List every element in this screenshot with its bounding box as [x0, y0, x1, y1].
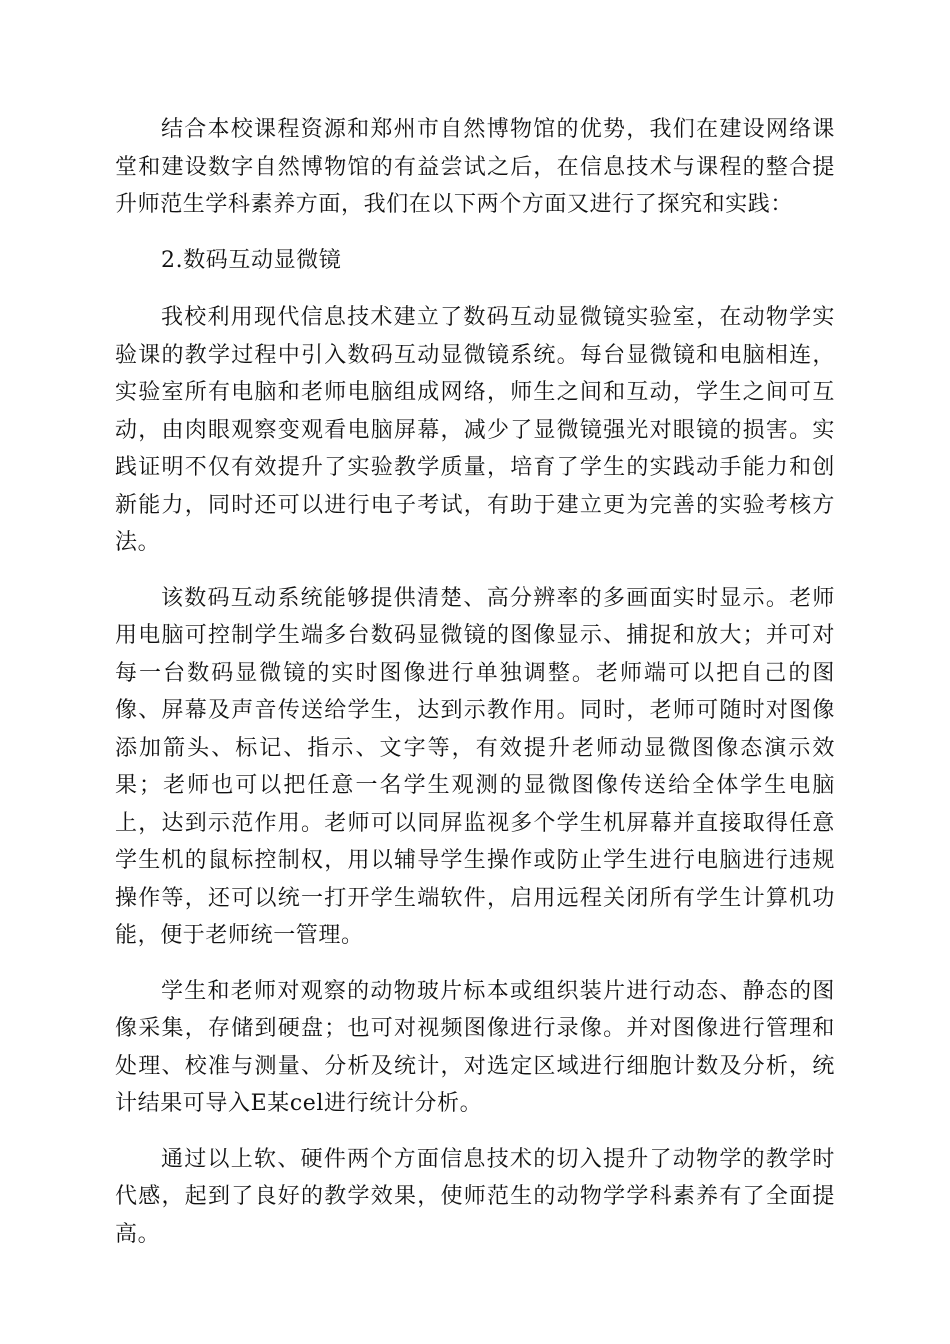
paragraph-conclusion: 通过以上软、硬件两个方面信息技术的切入提升了动物学的教学时代感，起到了良好的教学效果，使师范生的动物学学科素养有了全面提高。 [115, 1146, 835, 1247]
paragraph-intro: 结合本校课程资源和郑州市自然博物馆的优势，我们在建设网络课堂和建设数字自然博物馆的有益尝试之后，在信息技术与课程的整合提升师范生学科素养方面，我们在以下两个方面又进行了探究和实践： [115, 117, 835, 217]
paragraph-system: 该数码互动系统能够提供清楚、高分辨率的多画面实时显示。老师用电脑可控制学生端多台数码显微镜的图像显示、捕捉和放大；并可对每一台数码显微镜的实时图像进行单独调整。老师端可以把自己的图像、屏幕及声音传送给学生，达到示教作用。同时，老师可随时对图像添加箭头、标记、指示、文字等，有效提升老师动显微图像态演示效果；老师也可以把任意一名学生观测的显微图像传送给全体学生电脑上，达到示范作用。老师可以同屏监视多个学生机屏幕并直接取得任意学生机的鼠标控制权，用以辅导学生操作或防止学生进行电脑进行违规操作等，还可以统一打开学生端软件，启用远程关闭所有学生计算机功能，便于老师统一管理。 [115, 585, 835, 948]
document-body [115, 111, 835, 1271]
paragraph-lab: 我校利用现代信息技术建立了数码互动显微镜实验室，在动物学实验课的教学过程中引入数码互动显微镜系统。每台显微镜和电脑相连，实验室所有电脑和老师电脑组成网络，师生之间和互动，学生之间可互动，由肉眼观察变观看电脑屏幕，减少了显微镜强光对眼镜的损害。实践证明不仅有效提升了实验教学质量，培育了学生的实践动手能力和创新能力，同时还可以进行电子考试，有助于建立更为完善的实验考核方法。 [115, 305, 835, 555]
section-heading: 2.数码互动显微镜 [161, 247, 342, 273]
paragraph-image-capture: 学生和老师对观察的动物玻片标本或组织装片进行动态、静态的图像采集，存储到硬盘；也可对视频图像进行录像。并对图像进行管理和处理、校准与测量、分析及统计，对选定区域进行细胞计数及分析，统计结果可导入E某cel进行统计分析。 [115, 978, 835, 1116]
